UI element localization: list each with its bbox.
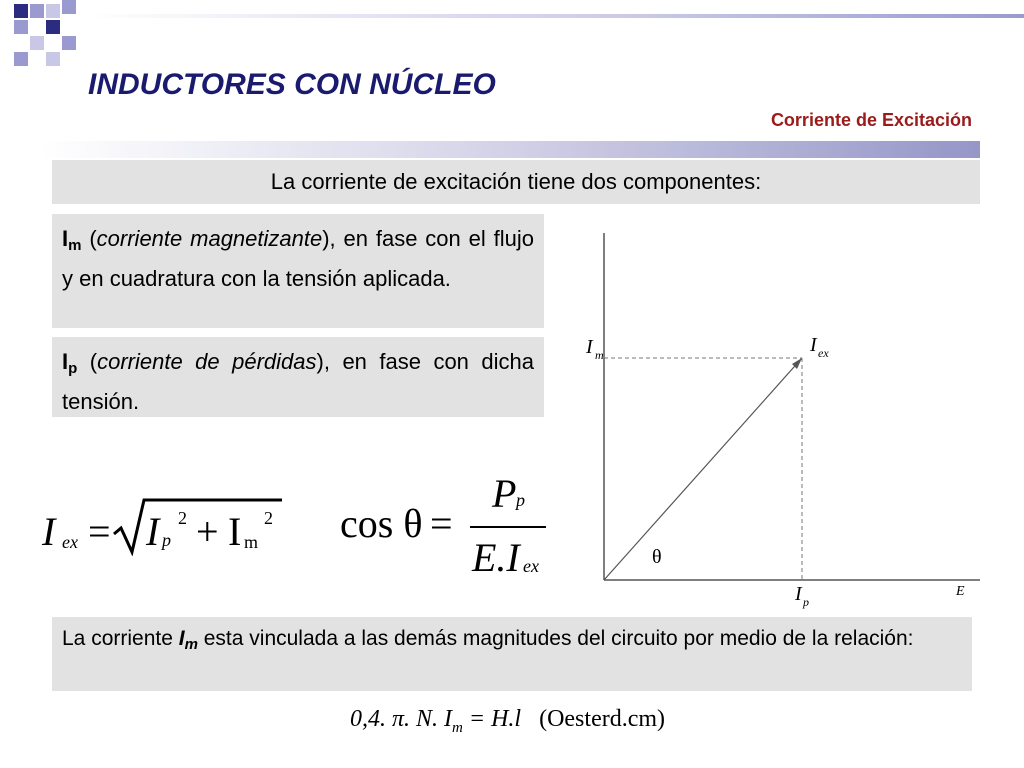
iex-t2: I <box>228 509 242 554</box>
iex-plus: + <box>196 509 219 554</box>
im-paren: ( <box>81 226 97 251</box>
im-rest: ), en fase con el flujo y en cuadratura con la tensión aplicada. <box>62 226 534 291</box>
intro-text: La corriente de excitación tiene dos componentes: <box>270 169 762 194</box>
iex-t2-sub: m <box>244 532 259 552</box>
cos-eq: = <box>430 501 453 546</box>
label-im: I <box>586 336 593 358</box>
relation-intro-box <box>52 617 972 691</box>
im-term: corriente magnetizante <box>96 226 323 251</box>
label-theta: θ <box>652 546 662 568</box>
iex-t1: I <box>146 509 160 554</box>
iex-vector <box>604 358 802 580</box>
relation-intro-symbol: I <box>178 627 185 650</box>
section-subtitle: Corriente de Excitación <box>770 110 972 130</box>
relation-intro <box>62 623 962 660</box>
ip-term: corriente de pérdidas <box>97 349 317 374</box>
cos-den-sub: ex <box>523 556 539 576</box>
label-e: E <box>956 584 965 599</box>
im-symbol-sub: m <box>68 237 82 254</box>
cos-lhs: cos θ <box>340 501 423 546</box>
iex-t2-exp: 2 <box>264 508 273 528</box>
label-ip-sub: p <box>803 595 809 609</box>
im-symbol: I <box>62 226 69 251</box>
relation-pre: 0,4. π. N. I <box>350 706 453 732</box>
relation-post: = H.l <box>462 706 522 732</box>
ip-paren: ( <box>77 349 98 374</box>
relation-note: (Oesterd.cm) <box>539 706 666 732</box>
im-description <box>62 222 534 295</box>
ip-rest: ), en fase con dicha tensión. <box>62 349 534 414</box>
phasor-diagram <box>580 225 1000 610</box>
iex-eq: = <box>88 509 111 554</box>
intro-box <box>52 160 980 204</box>
cos-num: P <box>492 471 517 516</box>
im-description-box <box>52 214 544 328</box>
ip-symbol-sub: p <box>68 360 78 377</box>
cos-num-sub: p <box>516 490 525 510</box>
label-im-sub: m <box>595 348 604 362</box>
relation-intro-post: esta vinculada a las demás magnitudes del circuito por medio de la relación: <box>197 627 914 650</box>
label-iex-sub: ex <box>818 346 829 360</box>
ip-symbol: I <box>62 349 69 374</box>
relation-sub: m <box>452 720 463 736</box>
title-divider <box>40 141 980 158</box>
ip-description-box <box>52 337 544 417</box>
iex-lhs: I <box>42 509 56 554</box>
ip-description <box>62 345 534 418</box>
fraction-bar <box>470 526 546 528</box>
relation-intro-pre: La corriente <box>62 627 179 650</box>
cos-den: E.I <box>472 535 520 580</box>
oersted-relation <box>350 706 665 737</box>
iex-lhs-sub: ex <box>62 532 78 552</box>
label-iex: I <box>810 334 817 356</box>
iex-t1-sub: p <box>162 530 171 550</box>
page-title: INDUCTORES CON NÚCLEO <box>88 68 496 101</box>
label-ip: I <box>795 583 802 605</box>
iex-t1-exp: 2 <box>178 508 187 528</box>
relation-intro-sub: m <box>184 636 198 653</box>
